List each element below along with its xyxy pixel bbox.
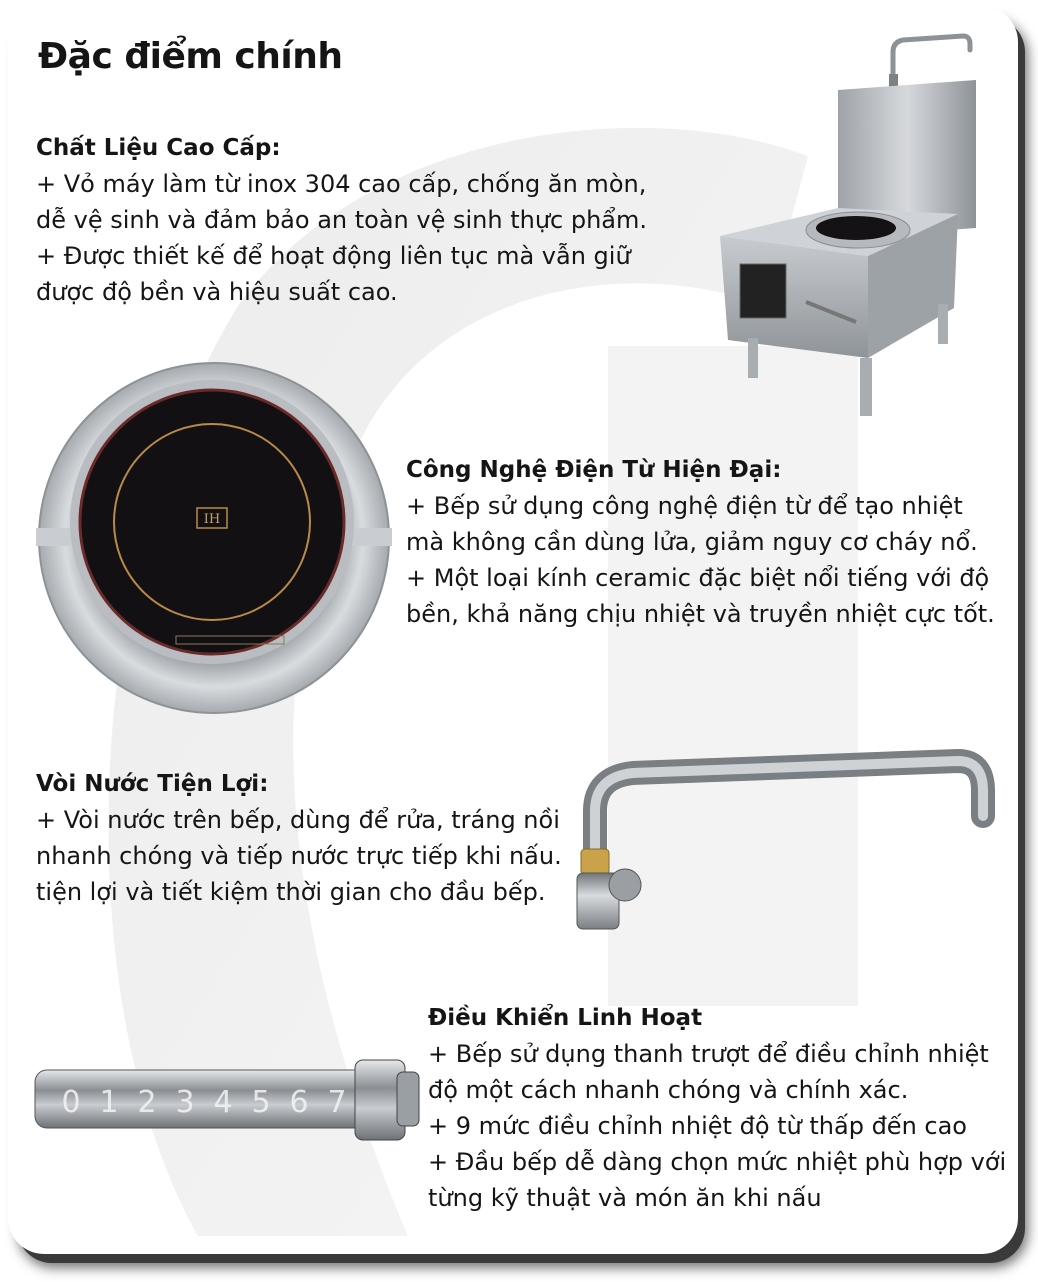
section-line: + Vòi nước trên bếp, dùng để rửa, tráng nồi (36, 806, 560, 834)
burner-badge: IH (203, 512, 221, 527)
slider-mark: 3 (175, 1085, 195, 1120)
section-line: nhanh chóng và tiếp nước trực tiếp khi nấu. (36, 842, 562, 870)
slider-mark: 2 (137, 1085, 157, 1120)
section-material (36, 130, 647, 310)
slider-mark: 1 (99, 1085, 119, 1120)
faucet-image (563, 741, 1003, 941)
section-line: + Một loại kính ceramic đặc biệt nổi tiếng với độ (406, 564, 990, 592)
section-line: dễ vệ sinh và đảm bảo an toàn vệ sinh thực phẩm. (36, 206, 648, 234)
section-control (428, 1000, 1006, 1216)
section-heading: Điều Khiển Linh Hoạt (428, 1005, 703, 1031)
slider-mark: 4 (213, 1085, 233, 1120)
section-line: bền, khả năng chịu nhiệt và truyền nhiệt cực tốt. (406, 600, 995, 628)
section-technology (406, 452, 995, 632)
slider-mark: 7 (327, 1085, 347, 1120)
section-line: mà không cần dùng lửa, giảm nguy cơ cháy nổ. (406, 528, 978, 556)
section-heading: Chất Liệu Cao Cấp: (36, 135, 281, 161)
slider-mark: 5 (251, 1085, 271, 1120)
page-title: Đặc điểm chính (38, 36, 343, 77)
induction-burner-image (36, 358, 392, 718)
section-line: + Vỏ máy làm từ inox 304 cao cấp, chống ăn mòn, (36, 170, 647, 198)
section-line: + Được thiết kế để hoạt động liên tục mà vẫn giữ (36, 242, 631, 270)
slider-control-image (33, 1056, 423, 1146)
section-line: + Bếp sử dụng công nghệ điện từ để tạo nhiệt (406, 492, 963, 520)
section-line: + 9 mức điều chỉnh nhiệt độ từ thấp đến cao (428, 1112, 967, 1140)
section-line: từng kỹ thuật và món ăn khi nấu (428, 1184, 822, 1212)
feature-card (8, 6, 1018, 1254)
section-heading: Vòi Nước Tiện Lợi: (36, 771, 269, 797)
section-faucet (36, 766, 562, 910)
section-line: tiện lợi và tiết kiệm thời gian cho đầu bếp. (36, 878, 546, 906)
slider-mark: 0 (61, 1085, 81, 1120)
section-line: được độ bền và hiệu suất cao. (36, 278, 398, 306)
section-line: + Đầu bếp dễ dàng chọn mức nhiệt phù hợp với (428, 1148, 1007, 1176)
section-line: độ một cách nhanh chóng và chính xác. (428, 1076, 909, 1104)
section-heading: Công Nghệ Điện Từ Hiện Đại: (406, 457, 782, 483)
slider-mark: 6 (289, 1085, 309, 1120)
section-line: + Bếp sử dụng thanh trượt để điều chỉnh nhiệt (428, 1040, 989, 1068)
induction-stove-image (708, 28, 978, 428)
